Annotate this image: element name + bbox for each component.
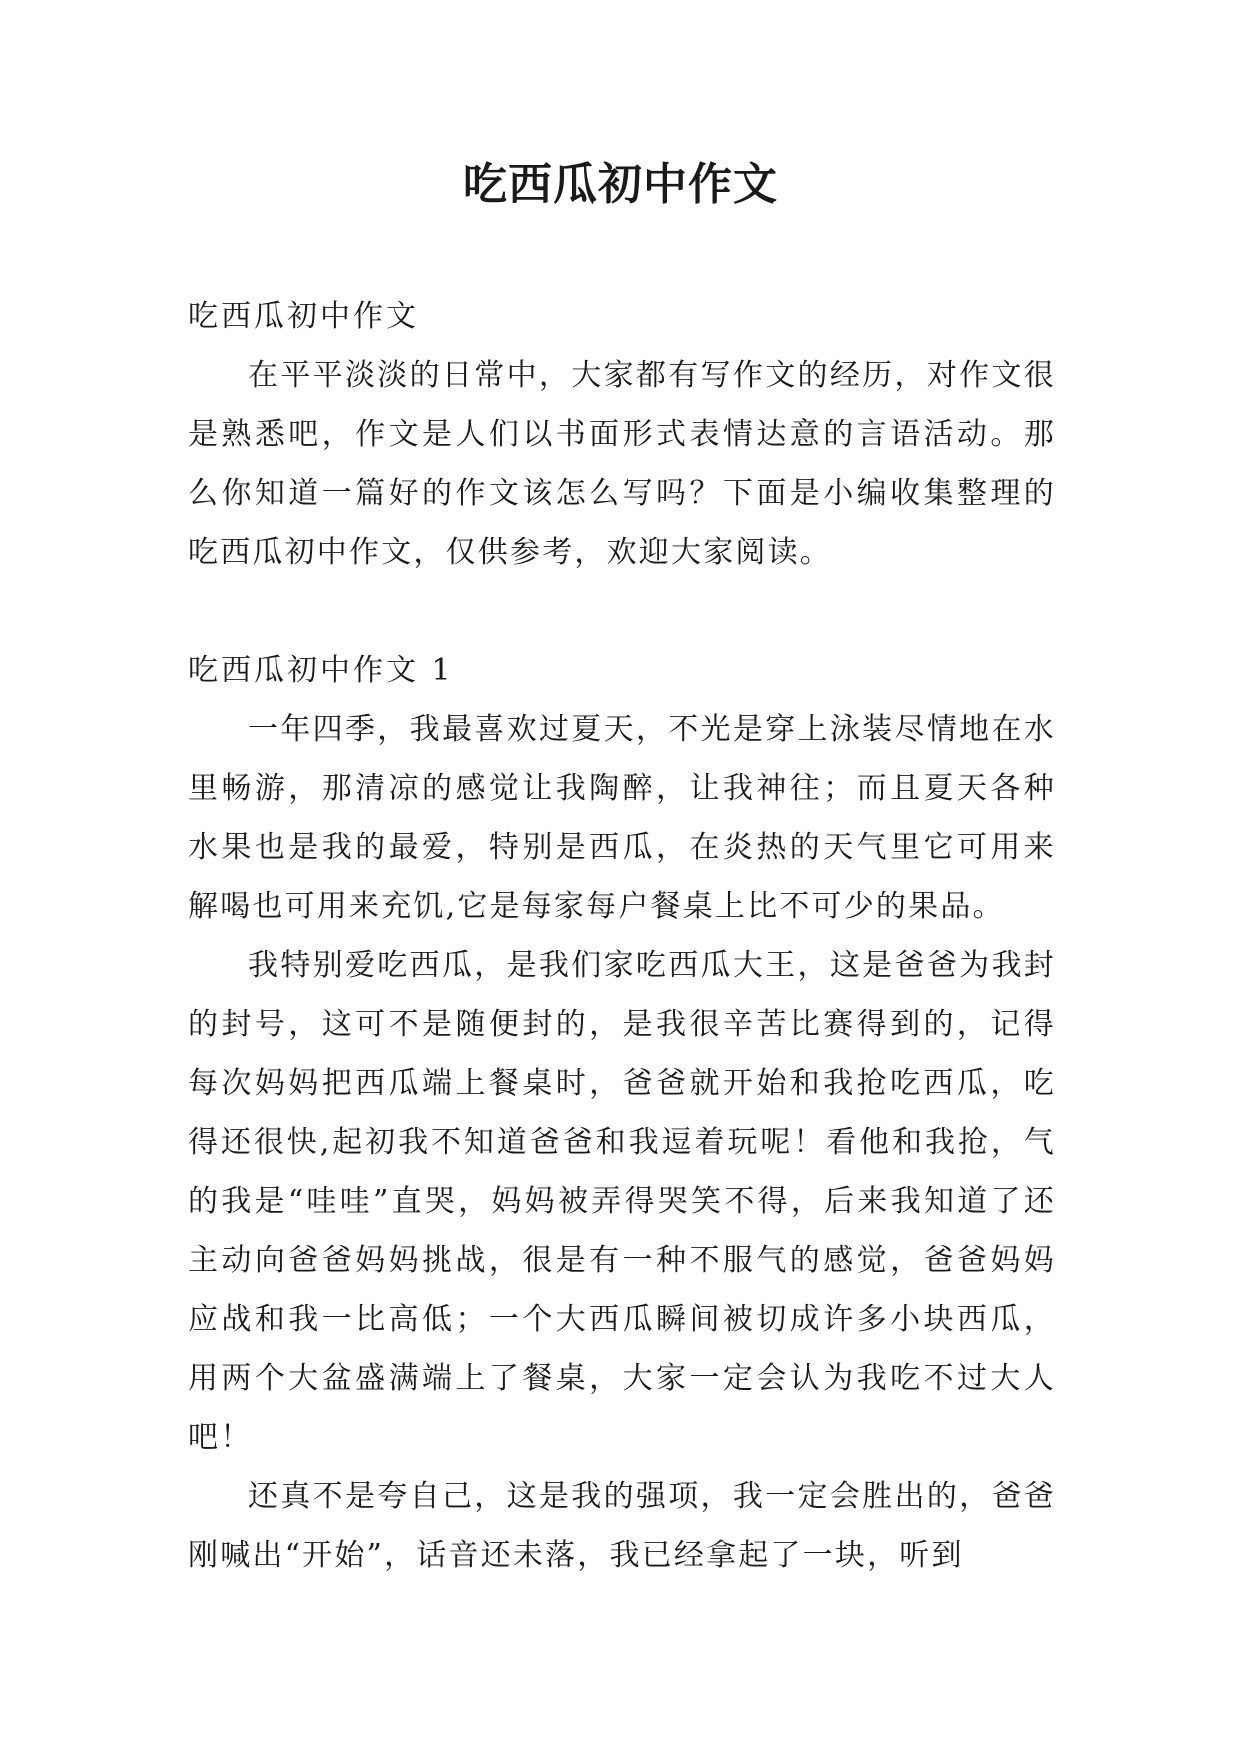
intro-paragraph: 在平平淡淡的日常中，大家都有写作文的经历，对作文很是熟悉吧，作文是人们以书面形式表情达意的言语活动。那么你知道一篇好的作文该怎么写吗？下面是小编收集整理的吃西瓜初中作文，仅供参考，欢迎大家阅读。 <box>188 358 1056 570</box>
section-spacer <box>188 582 1056 641</box>
section-1-paragraph-2: 我特别爱吃西瓜，是我们家吃西瓜大王，这是爸爸为我封的封号，这可不是随便封的，是我很辛苦比赛得到的，记得每次妈妈把西瓜端上餐桌时，爸爸就开始和我抢吃西瓜，吃得还很快,起初我不知道爸爸和我逗着玩呢！看他和我抢，气的我是“哇哇”直哭，妈妈被弄得哭笑不得，后来我知道了还主动向爸爸妈妈挑战，很是有一种不服气的感觉，爸爸妈妈应战和我一比高低；一个大西瓜瞬间被切成许多小块西瓜，用两个大盆盛满端上了餐桌，大家一定会认为我吃不过大人吧！ <box>188 948 1056 1455</box>
section-1-paragraph-3: 还真不是夸自己，这是我的强项，我一定会胜出的，爸爸刚喊出“开始”，话音还未落，我已经拿起了一块，听到 <box>188 1479 1056 1573</box>
section-heading-1: 吃西瓜初中作文 1 <box>188 653 454 688</box>
section-1-paragraph-1: 一年四季，我最喜欢过夏天，不光是穿上泳装尽情地在水里畅游，那清凉的感觉让我陶醉，让我神往；而且夏天各种水果也是我的最爱，特别是西瓜，在炎热的天气里它可用来解喝也可用来充饥,它是每家每户餐桌上比不可少的果品。 <box>188 712 1056 924</box>
document-title: 吃西瓜初中作文 <box>463 159 778 210</box>
document-body <box>188 287 1056 1585</box>
intro-heading: 吃西瓜初中作文 <box>188 299 419 334</box>
